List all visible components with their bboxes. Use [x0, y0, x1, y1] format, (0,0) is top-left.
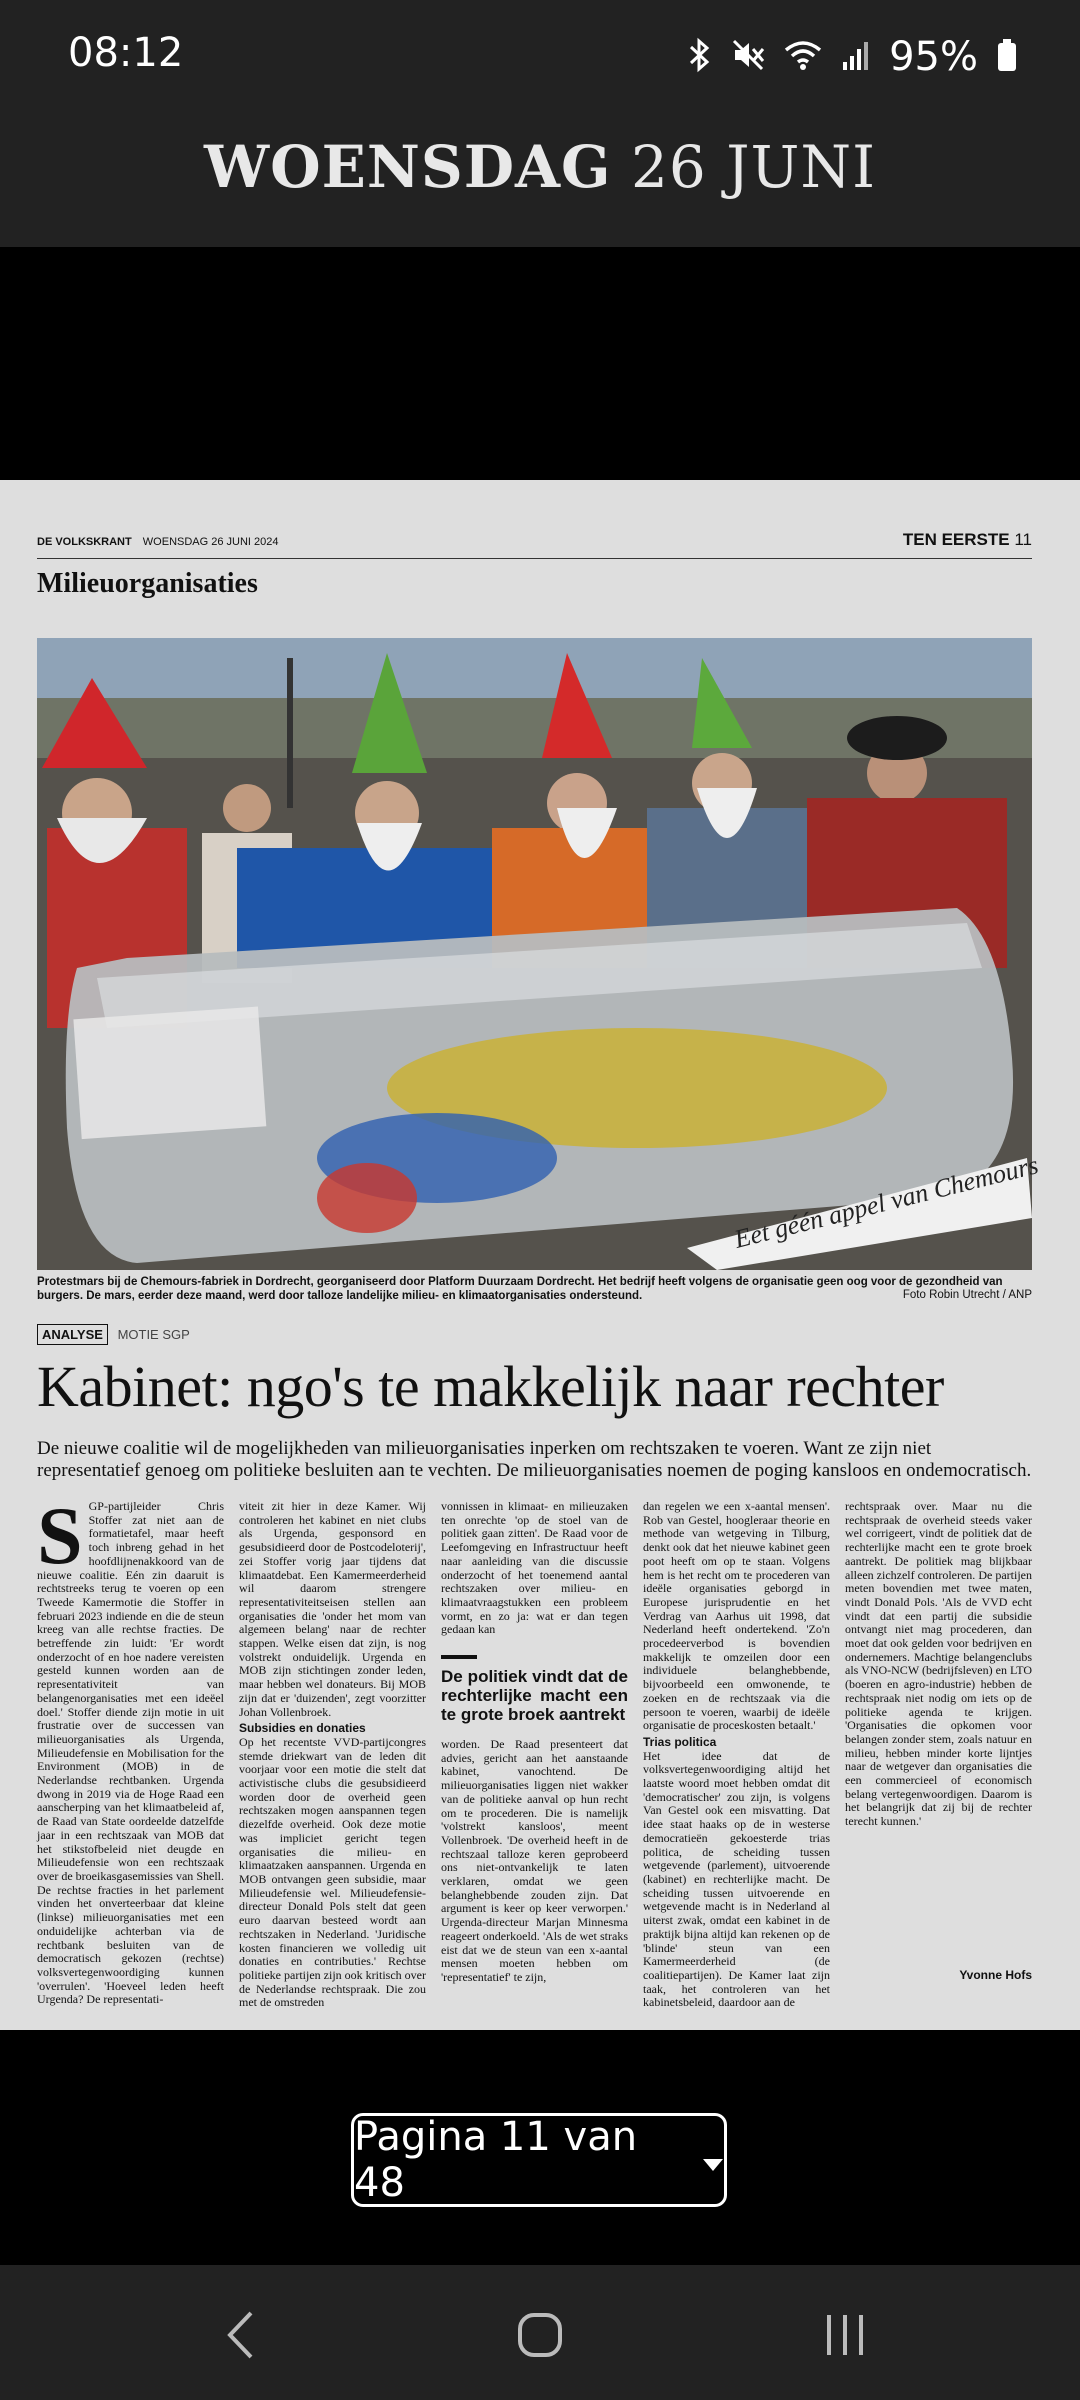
- dropcap: S: [37, 1490, 83, 1581]
- article-tag: [37, 1327, 190, 1342]
- column-2-text-a: viteit zit hier in deze Kamer. Wij controleren het kabinet en niet clubs als Urgenda, gesponsord en gesubsidieerd door de Postcodeloterij', zei Stoffer vorig jaar tijdens dat klimaatdebat. Een Kamermeerderheid wil daarom strengere representativiteitseisen stellen aan organisaties die 'onder het mom van algemeen belang' naar de rechter stappen. Welke eisen dat zijn, is nog volstrekt onduidelijk. Urgenda en MOB zijn stichtingen zonder leden, maar hebben wel donateurs. Bij MOB zijn dat er 'duizenden', zegt voorzitter Johan Vollenbroek.: [239, 1499, 426, 1719]
- section-label: TEN EERSTE: [902, 530, 1010, 549]
- body-column-3: [441, 1500, 628, 2010]
- body-column-2: [239, 1500, 426, 2010]
- column-4-text-b: Het idee dat de volksvertegenwoordiging altijd het laatste woord moet hebben omdat dit 'democratischer' zou zijn, is volgens Van Gestel ook een misvatting. Dat idee staat haaks op de in westerse democratieën gekoesterde trias politica, de scheiding tussen wetgevende (parlement), uitvoerende (kabinet) en rechterlijke macht. De scheiding tussen uitvoerende en wetgevende macht is in Nederland al uiterst zwak, omdat een kabinet in de praktijk bijna altijd kan rekenen op de 'blinde' steun van een Kamermeerderheid (de coalitiepartijen). De Kamer laat zijn taak, het controleren van het kabinetsbeleid, daardoor aan de: [643, 1748, 830, 2010]
- column-3-text-a: vonnissen in klimaat- en milieuzaken ten onrechte 'op de stoel van de politiek gaan zitten'. De Raad voor de Leefomgeving en Infrastructuur heeft naar aanleiding van die discussie onderzocht of het toenemend aantal rechtszaken over milieu- en klimaatvraagstukken een probleem vormt, en zo ja: wat er dan tegen gedaan kan: [441, 1499, 628, 1637]
- subheading-subsidies: Subsidies en donaties: [239, 1721, 366, 1736]
- bluetooth-icon: [687, 38, 713, 77]
- battery-icon: [996, 38, 1018, 77]
- edition-day: WOENSDAG: [203, 133, 612, 201]
- pull-quote-text: De politiek vindt dat de rechterlijke macht een te grote broek aantrekt: [441, 1667, 628, 1725]
- photo-caption: Protestmars bij de Chemours-fabriek in Dordrecht, georganiseerd door Platform Duurzaam Dordrecht. Het bedrijf heeft volgens de organisatie geen oog voor de gezondheid van burgers. De mars, eerder deze maand, werd door talloze landelijke milieu- en klimaatorganisaties ondersteund.: [37, 1276, 1003, 1302]
- signal-icon: [841, 38, 871, 77]
- page-selector-button[interactable]: [351, 2113, 727, 2207]
- photo-sign-text: Eet géén appel van Chemours: [731, 1150, 1042, 1254]
- pull-quote: [441, 1655, 628, 1724]
- article-author: Yvonne Hofs: [959, 1968, 1032, 1982]
- article-photo: [37, 638, 1042, 1270]
- battery-percent: 95%: [889, 34, 978, 80]
- system-nav-bar: [0, 2265, 1080, 2400]
- back-icon[interactable]: [210, 2305, 270, 2365]
- body-column-1: [37, 1490, 224, 2010]
- column-1-text: GP-partijleider Chris Stoffer zat niet aan de formatietafel, maar heeft toch inbreng gehad in het hoofdlijnenakkoord van de nieuwe coalitie. Eén zin daaruit is rechtstreeks terug te voeren op een Tweede Kamermotie die Stoffer in februari 2023 indiende en die de steun kreeg van alle rechtse fracties. De betreffende zin luidt: 'Er wordt onderzocht of en hoe nadere vereisten gesteld kunnen worden aan de representativiteit van belangenorganisaties met een ideëel doel.' Stoffer diende zijn motie in uit frustratie over de successen van milieuorganisaties als Urgenda, Milieudefensie en Mobilisation for the Environment (MOB) in de Nederlandse rechtbanken. Urgenda dwong in 2019 via de Hoge Raad een aanscherping van het klimaatbeleid af, de Raad van State oordeelde datzelfde jaar in een rechtszaak van MOB dat het stikstofbeleid niet deugde en Milieudefensie won een rechtszaak over de broeikasgasemissies van Shell. De rechtse fracties in het parlement vinden het onverteerbaar dat kleine (linkse) milieuorganisaties met een onduidelijke achterban via de rechtbank besluiten van de democratisch gekozen (rechtse) volksvertegenwoordiging kunnen 'overrulen'. 'Hoeveel leden heeft Urgenda? De representati-: [37, 1499, 224, 2007]
- edition-header: [0, 115, 1080, 247]
- status-bar: [0, 0, 1080, 115]
- article-headline: Kabinet: ngo's te makkelijk naar rechter: [37, 1354, 944, 1419]
- column-3-text-b: worden. De Raad presenteert dat advies, gericht aan het aanstaande kabinet, vanochtend. De milieuorganisaties liggen niet wakker van de politieke aanval op hun recht om te procederen. Die is namelijk 'volstrekt kansloos', meent Vollenbroek. 'De overheid heeft in de rechtszaal talloze keren geprobeerd ons niet-ontvankelijk te laten verklaren, omdat we geen belanghebbende zouden zijn. Dat argument is keer op keer verworpen.' Urgenda-directeur Marjan Minnesma reageert onderkoeld. 'Als de wet straks eist dat we de steun van een x-aantal mensen moeten hebben om 'representatief' te zijn,: [441, 1737, 628, 1984]
- newspaper-page[interactable]: [0, 480, 1080, 2030]
- pull-quote-bar: [441, 1655, 477, 1659]
- subheading-trias: Trias politica: [643, 1734, 717, 1749]
- article-intro: De nieuwe coalitie wil de mogelijkheden van milieuorganisaties inperken om rechtszaken te voeren. Want ze zijn niet representatief genoeg om politieke besluiten aan te vechten. De milieuorganisaties noemen de poging kansloos en ondemocratisch.: [37, 1438, 1032, 1481]
- column-2-text-b: Op het recentste VVD-partijcongres stemde driekwart van de leden dit voorjaar voor een motie die stelt dat activistische clubs die gesubsidieerd worden door de overheid geen rechtszaken mogen aanspannen tegen diezelfde overheid. Ook deze motie was impliciet gericht tegen organisaties die milieu- en klimaatzaken aanspannen. Urgenda en MOB ontvangen geen subsidie, maar Milieudefensie wel. Milieudefensie-directeur Donald Pols stelt dat geen euro daarvan besteed wordt aan rechtszaken in Nederland. 'Juridische kosten financieren we volledig uit donaties en contributies.' Rechtse politieke partijen zijn ook kritisch over de Nederlandse rechtspraak. Die zou met de omstreden: [239, 1734, 426, 2010]
- header-rule: [37, 558, 1032, 559]
- chevron-down-icon: [702, 2137, 724, 2183]
- wifi-icon: [783, 38, 823, 77]
- page-header-right: [903, 530, 1032, 550]
- article-body: [37, 1490, 1032, 2010]
- tag-sub: MOTIE SGP: [117, 1327, 190, 1342]
- recents-icon[interactable]: [815, 2305, 875, 2365]
- mute-icon: [731, 38, 765, 77]
- home-icon[interactable]: [510, 2305, 570, 2365]
- paper-name: DE VOLKSKRANT: [37, 536, 132, 548]
- paper-date: WOENSDAG 26 JUNI 2024: [142, 536, 279, 548]
- section-title: Milieuorganisaties: [37, 568, 258, 599]
- clock: 08:12: [68, 30, 184, 76]
- tag-analyse: ANALYSE: [37, 1324, 108, 1345]
- column-5-text: rechtspraak over. Maar nu die rechtspraak de overheid steeds vaker wel corrigeert, vindt de politiek dat de rechterlijke macht een te grote broek aantrekt. De politiek mag blijkbaar alleen zichzelf controleren. De partijen meten bovendien met twee maten, vindt Donald Pols. 'Als de VVD echt vindt dat een partij die subsidie ontvangt niet mag procederen, dan moet dat ook gelden voor bedrijven en ondernemers. Machtige belangenclubs als VNO-NCW (bedrijfsleven) en LTO (boeren en agro-industrie) hebben de rechtspraak niet nodig om iets op de politieke agenda te krijgen. 'Organisaties die opkomen voor belangen zonder stem, zoals natuur en milieu, hebben minder korte lijntjes naar de wetgever dan organisaties die een commercieel of economisch belang vertegenwoordigen. Daarom is het belangrijk dat zij bij de rechter terecht kunnen.': [845, 1499, 1032, 1829]
- body-column-5: [845, 1500, 1032, 2010]
- status-icons: [687, 34, 1018, 80]
- photo-credit: Foto Robin Utrecht / ANP: [902, 1289, 1032, 1301]
- column-4-text-a: dan regelen we een x-aantal mensen'. Rob van Gestel, hoogleraar theorie en methode van wetgeving in Tilburg, denkt ook dat het nieuwe kabinet geen poot heeft om op te staan. Volgens hem is het recht om te procederen van ideële organisaties geborgd in Europese jurisprudentie en het Verdrag van Aarhus uit 1998, dat Nederland heeft ondertekend. 'Zo'n procedeerverbod is bovendien makkelijk te omzeilen door een individuele belanghebbende, bijvoorbeeld een omwonende, te zoeken en de rechtszaak via die persoon te voeren, waarbij de ideële organisatie de proceskosten betaalt.': [643, 1499, 830, 1733]
- page-header-left: [37, 536, 279, 548]
- edition-day-date: 26 JUNI: [631, 133, 877, 201]
- edition-date: [0, 133, 1080, 201]
- page-selector-label: Pagina 11 van 48: [354, 2114, 638, 2206]
- page-number: 11: [1014, 530, 1032, 549]
- body-column-4: [643, 1500, 830, 2010]
